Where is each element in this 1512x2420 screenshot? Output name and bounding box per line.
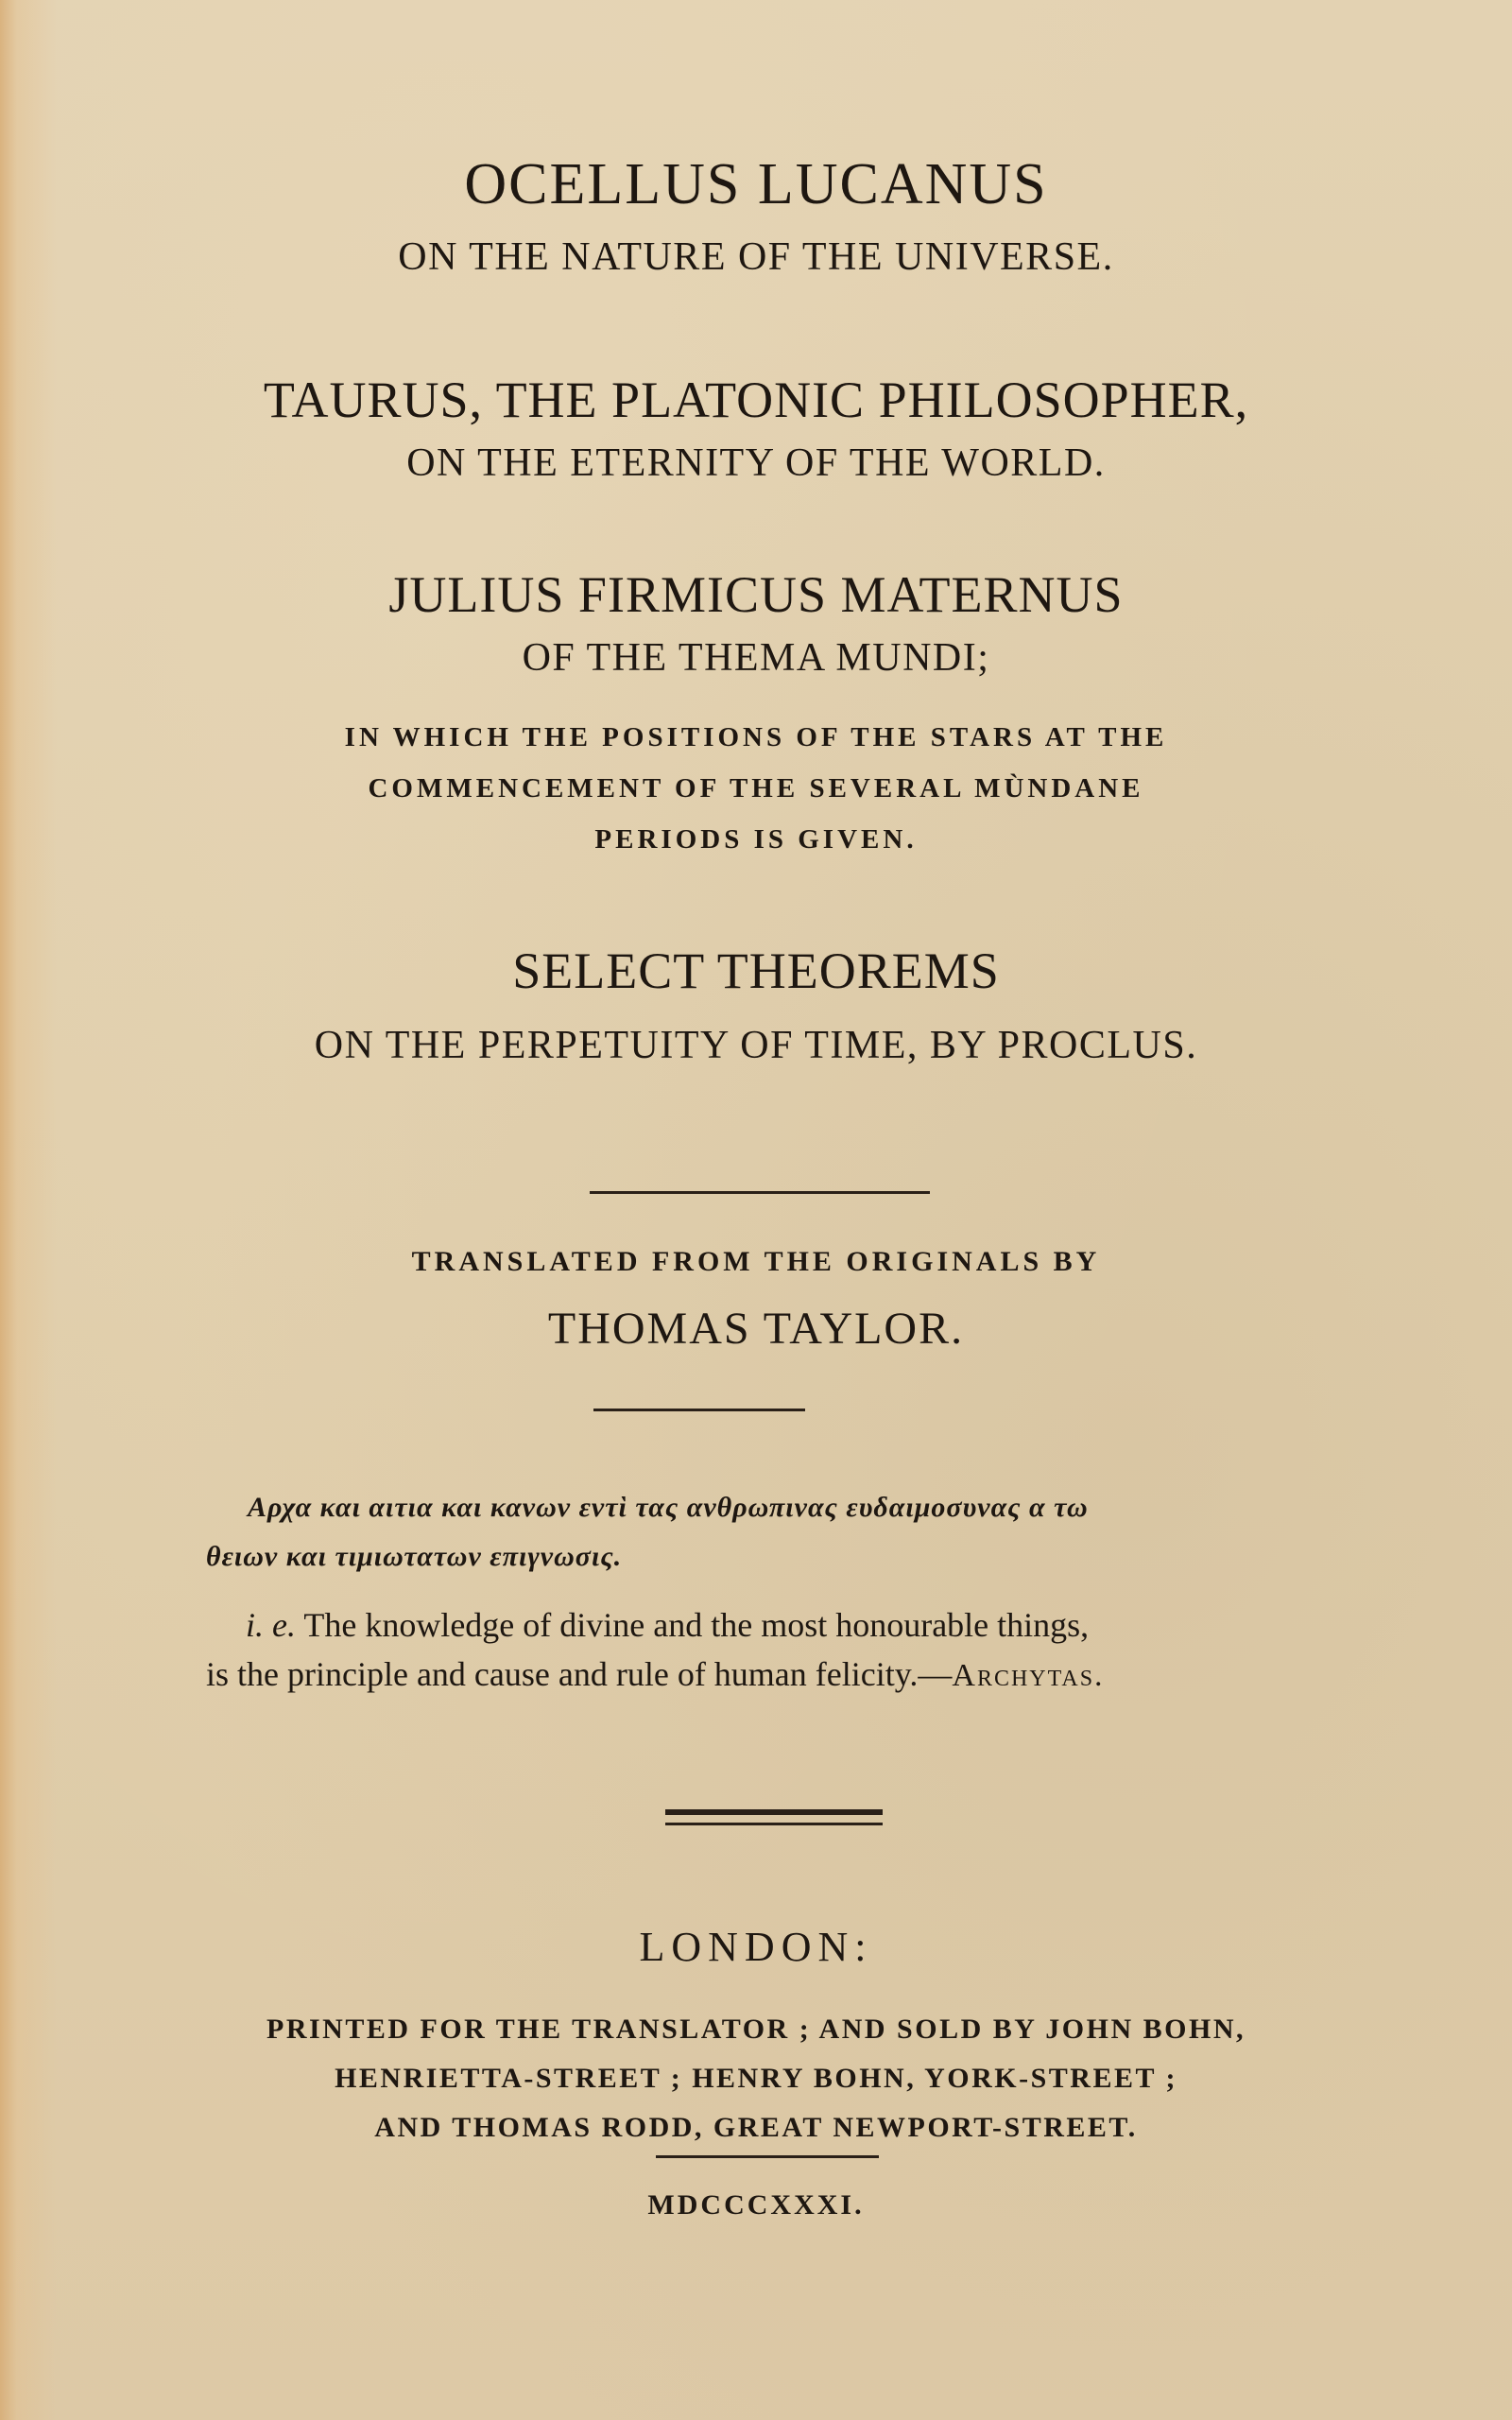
work1-title: ON THE NATURE OF THE UNIVERSE. xyxy=(398,235,1114,279)
imprint-year: MDCCCXXXI. xyxy=(647,2189,865,2221)
double-rule-thin xyxy=(665,1823,883,1825)
divider-rule xyxy=(593,1409,805,1411)
translator-credit: TRANSLATED FROM THE ORIGINALS BY xyxy=(411,1246,1101,1277)
double-rule-thick xyxy=(665,1809,883,1815)
epigraph-translation-text-1: The knowledge of divine and the most honourable things, xyxy=(303,1606,1090,1644)
work4-title: SELECT THEOREMS xyxy=(512,942,1000,999)
epigraph-translation-line-1 xyxy=(246,1605,1089,1645)
imprint-line-1: PRINTED FOR THE TRANSLATOR ; AND SOLD BY JOHN BOHN, xyxy=(266,2014,1246,2045)
epigraph-prefix: i. e. xyxy=(246,1606,296,1644)
work3-description-line-3: PERIODS IS GIVEN. xyxy=(594,824,918,855)
epigraph-greek-line-1: Αρχα και αιτια και κανων εντὶ τας ανθρωπινας ευδαιμοσυνας α τω xyxy=(248,1492,1089,1523)
epigraph-greek-line-2: θειων και τιμιωτατων επιγνωσις. xyxy=(206,1541,623,1572)
divider-rule xyxy=(656,2155,879,2158)
divider-rule xyxy=(590,1191,930,1194)
work1-author: OCELLUS LUCANUS xyxy=(464,152,1048,216)
epigraph-attribution: Archytas. xyxy=(952,1658,1105,1693)
work3-description-line-1: IN WHICH THE POSITIONS OF THE STARS AT THE xyxy=(344,722,1168,752)
imprint-line-3: AND THOMAS RODD, GREAT NEWPORT-STREET. xyxy=(374,2112,1138,2143)
work4-subtitle: ON THE PERPETUITY OF TIME, BY PROCLUS. xyxy=(314,1024,1198,1067)
imprint-line-2: HENRIETTA-STREET ; HENRY BOHN, YORK-STREET ; xyxy=(335,2063,1177,2094)
epigraph-translation-line-2 xyxy=(206,1654,1105,1694)
work2-author: TAURUS, THE PLATONIC PHILOSOPHER, xyxy=(263,372,1249,428)
epigraph-translation-text-2: is the principle and cause and rule of human felicity.— xyxy=(206,1655,953,1693)
work2-title: ON THE ETERNITY OF THE WORLD. xyxy=(406,441,1106,485)
work3-author: JULIUS FIRMICUS MATERNUS xyxy=(388,566,1124,623)
imprint-city: LONDON: xyxy=(639,1924,873,1970)
work3-title: OF THE THEMA MUNDI; xyxy=(522,636,990,680)
translator-name: THOMAS TAYLOR. xyxy=(547,1304,965,1354)
work3-description-line-2: COMMENCEMENT OF THE SEVERAL MÙNDANE xyxy=(368,773,1144,804)
